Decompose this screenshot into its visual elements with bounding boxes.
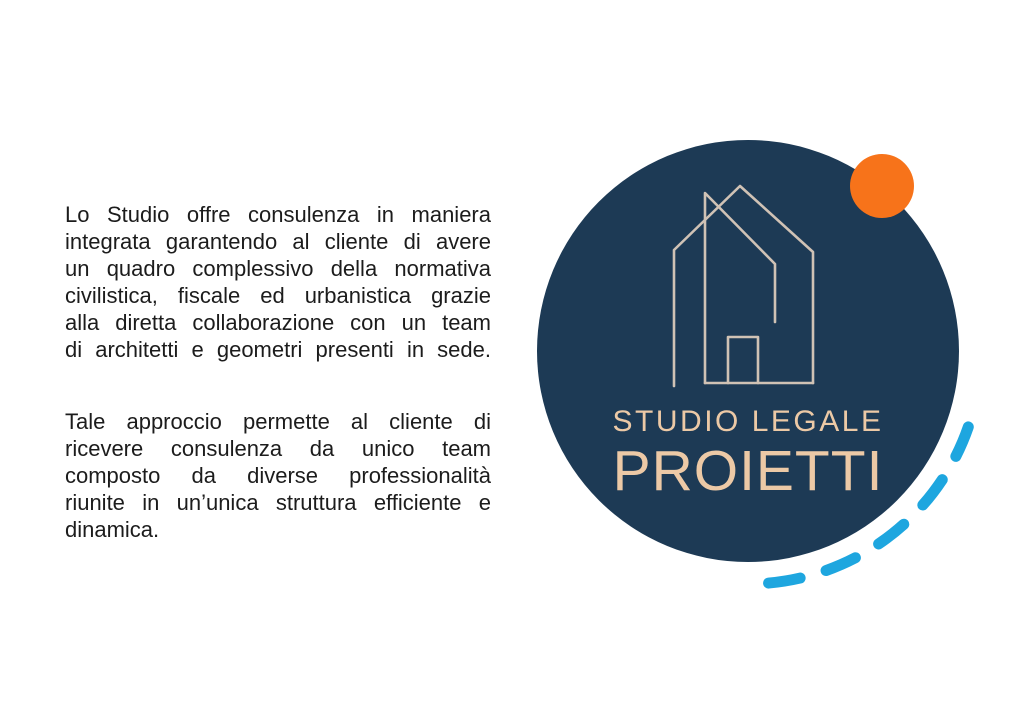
text-line: composto da diverse professionalità	[65, 463, 491, 488]
text-line: di architetti e geometri presenti in sede.	[65, 337, 491, 362]
text-line: Lo Studio offre consulenza in maniera	[65, 202, 491, 227]
text-line: riunite in un’unica struttura efficiente e	[65, 490, 491, 515]
text-line: civilistica, fiscale ed urbanistica grazie	[65, 283, 491, 308]
accent-dot	[850, 154, 914, 218]
logo-name-line1: STUDIO LEGALE	[612, 405, 884, 438]
text-line: Tale approccio permette al cliente di	[65, 409, 491, 434]
text-line: dinamica.	[65, 517, 160, 542]
text-line: ricevere consulenza da unico team	[65, 436, 491, 461]
text-line: integrata garantendo al cliente di avere	[65, 229, 491, 254]
text-line: un quadro complessivo della normativa	[65, 256, 491, 281]
text-line: alla diretta collaborazione con un team	[65, 310, 491, 335]
logo-name-line2: PROIETTI	[612, 439, 884, 503]
